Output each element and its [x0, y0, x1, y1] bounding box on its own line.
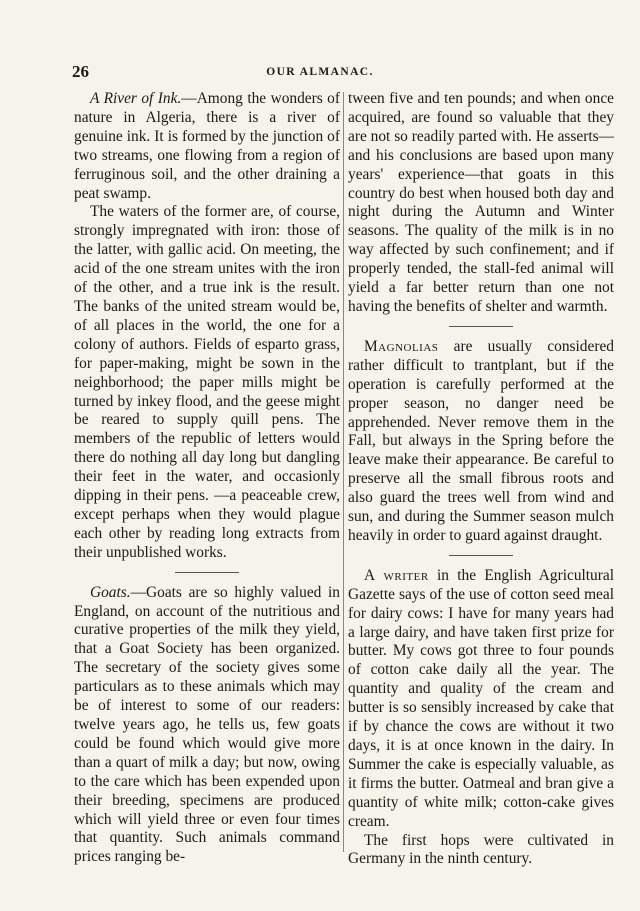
article-magnolias	[348, 338, 614, 546]
article-goats-continued: tween five and ten pounds; and when once acquired, are found so valuable that they are not so readily parted with. He asserts—and his conclusions are based upon many years' experience—that goats in this country do best when housed both day and night during the Autumn and Winter seasons. The quality of the milk is in no way affected by such confinement; and if properly tended, the stall-fed animal will yield a far better return than one not having the benefits of shelter and warmth.	[348, 90, 614, 315]
article-goats	[74, 584, 340, 868]
article-river-of-ink-para-2: The waters of the former are, of course, strongly impregnated with iron: those of the latter, with gallic acid. On meeting, the acid of the one stream unites with the iron of the other, and a true ink is the result. The banks of the united stream would be, of all places in the world, the one for a colony of authors. Fields of esparto grass, for paper-making, might be sown in the neighborhood; the paper mills might be turned by inkey flood, and the geese might be reared to supply quill pens. The members of the republic of letters would there do nothing all day long but dangling their feet in the water, and occasionly dipping in their pens. —a peaceable crew, except perhaps when they would plague each other by reading long extracts from their unpublished works.	[74, 203, 340, 561]
article-title-river-of-ink: A River of Ink.	[90, 90, 182, 107]
left-column	[74, 90, 340, 867]
section-rule	[175, 572, 239, 573]
article-hops: The first hops were cultivated in Germany in the ninth century.	[348, 831, 614, 868]
column-divider	[343, 92, 344, 852]
right-column	[348, 90, 614, 869]
article-lead-writer: A writer	[364, 566, 429, 584]
article-title-goats: Goats.	[90, 583, 131, 601]
article-body-cotton-seed: in the English Agricultural Gazette says of the use of cotton seed meal for dairy cows: I have for many years had a large dairy, and have taken first prize for butter. My cows got three to four pounds of cotton cake daily all the year. The quantity and quality of the cream and butter is so sensibly increased by cake that if by chance the cows are without it two days, it is at once known in the dairy. In Summer the cake is especially valuable, as it firms the butter. Oatmeal and bran give a quantity of white milk; cotton-cake gives cream.	[348, 566, 614, 830]
page-number: 26	[72, 62, 89, 81]
article-body-goats: —Goats are so highly valued in England, on account of the nutritious and curative properties of the milk they yield, that a Goat Society has been organized. The secretary of the society gives some particulars as to these animals which may be of interest to some of our readers: twelve years ago, he tells us, few goats could be found which would give more than a quart of milk a day; but now, owing to the care which has been expended upon their breeding, specimens are produced which will yield three or even four times that quantity. Such animals command prices ranging be-	[74, 583, 340, 866]
running-head: OUR ALMANAC.	[266, 66, 374, 78]
section-rule	[449, 555, 513, 556]
article-body-river-of-ink: —Among the wonders of nature in Algeria, there is a river of genuine ink. It is formed by the junction of two streams, one flowing from a region of ferruginous soil, and the other draining a peat swamp.	[74, 90, 340, 202]
article-river-of-ink	[74, 90, 340, 203]
article-lead-magnolias: Magnolias	[364, 337, 439, 355]
article-body-magnolias: are usually considered rather difficult to trantplant, but if the operation is carefully performed at the proper season, no danger need be apprehended. Never remove them in the Fall, but always in the Spring before the leave make their appearance. Be careful to preserve all the small fibrous roots and also guard the trees well from wind and sun, and during the Summer season mulch heavily in order to guard against draught.	[348, 337, 614, 544]
article-cotton-seed	[348, 567, 614, 832]
section-rule	[449, 326, 513, 327]
